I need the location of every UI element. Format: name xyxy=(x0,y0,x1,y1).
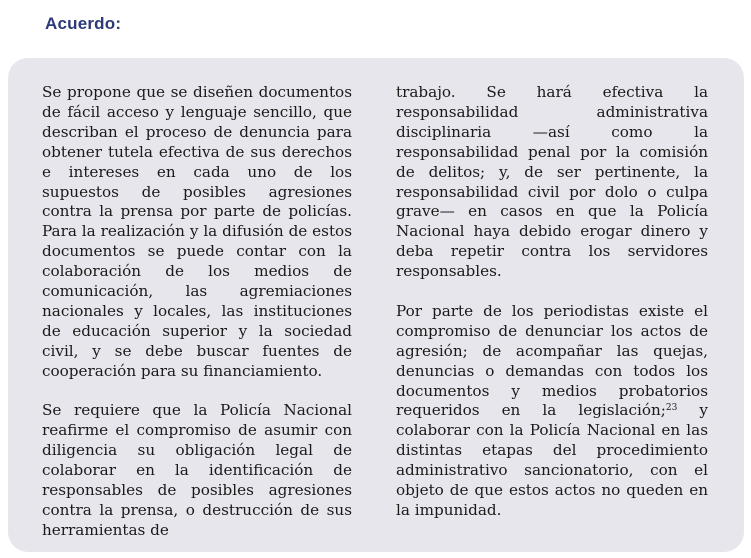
footnote-23: 23 xyxy=(665,403,678,414)
right-column xyxy=(396,83,708,521)
periodistas-text-a: Por parte de los periodistas existe el compromiso de denunciar los actos de agresión; de acompañar las quejas, denuncias o demandas con todos los documentos y medios probatorios requeridos en la legislación; xyxy=(396,301,708,420)
paragraph-periodistas xyxy=(396,302,708,521)
periodistas-text-b: y colaborar con la Policía Nacional en las distintas etapas del procedimiento administrativo sancionatorio, con el objeto de que estos actos no queden en la impunidad. xyxy=(396,401,708,520)
agreement-box xyxy=(8,58,744,552)
section-heading: Acuerdo: xyxy=(45,14,122,33)
paragraph-tutela: Se propone que se diseñen documentos de fácil acceso y lenguaje sencillo, que describan el proceso de denuncia para obtener tutela efectiva de sus derechos e intereses en cada uno de los supuestos de posibles agresiones contra la prensa por parte de policías. Para la realización y la difusión de estos documentos se puede contar con la colaboración de los medios de comunicación, las agremiaciones nacionales y locales, las instituciones de educación superior y la sociedad civil, y se debe buscar fuentes de cooperación para su financiamiento. xyxy=(42,83,352,380)
paragraph-policia-compromiso: Se requiere que la Policía Nacional reafirme el compromiso de asumir con diligencia su obligación legal de colaborar en la identificación de responsables de posibles agresiones contra la prensa, o destrucción de sus herramientas de xyxy=(42,401,352,539)
paragraph-responsabilidad: trabajo. Se hará efectiva la responsabilidad administrativa disciplinaria —así como la responsabilidad penal por la comisión de delitos; y, de ser pertinente, la responsabilidad civil por dolo o culpa grave— en casos en que la Policía Nacional haya debido erogar dinero y deba repetir contra los servidores responsables. xyxy=(396,83,708,281)
left-column xyxy=(42,83,352,541)
